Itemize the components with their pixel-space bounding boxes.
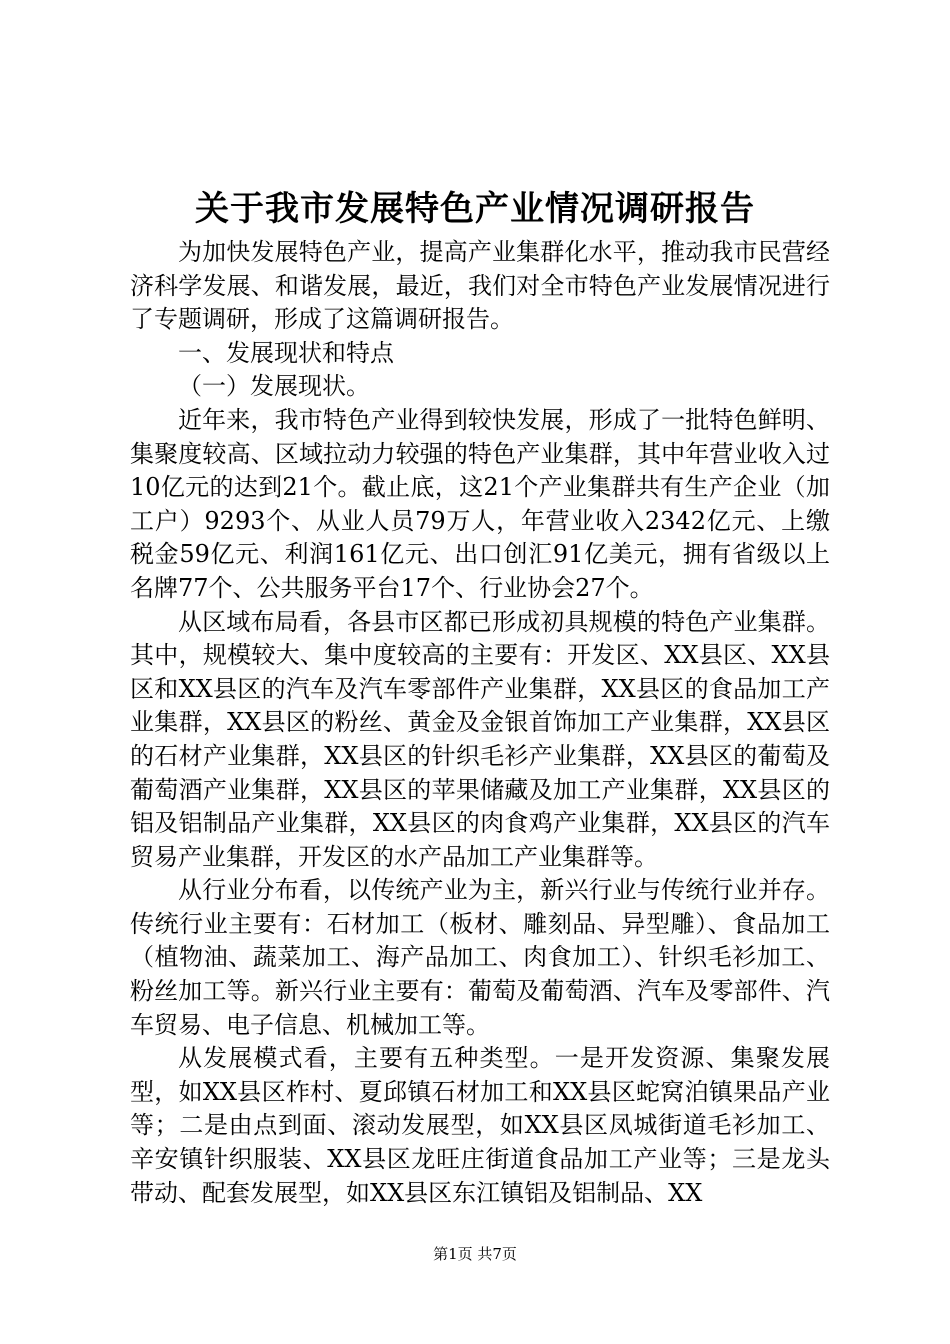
paragraph-industry-distribution: 从行业分布看，以传统产业为主，新兴行业与传统行业并存。传统行业主要有：石材加工（板材、雕刻品、异型雕）、食品加工（植物油、蔬菜加工、海产品加工、肉食加工）、针织毛衫加工、粉丝加工等。新兴行业主要有：葡萄及葡萄酒、汽车及零部件、汽车贸易、电子信息、机械加工等。 <box>130 876 830 1039</box>
document-body <box>130 236 830 1210</box>
document-title: 关于我市发展特色产业情况调研报告 <box>195 189 755 229</box>
section-heading: 一、发展现状和特点 <box>178 338 394 367</box>
paragraph-overview: 近年来，我市特色产业得到较快发展，形成了一批特色鲜明、集聚度较高、区域拉动力较强的特色产业集群，其中年营业收入过10亿元的达到21个。截止底，这21个产业集群共有生产企业（加工户）9293个、从业人员79万人，年营业收入2342亿元、上缴税金59亿元、利润161亿元、出口创汇91亿美元，拥有省级以上名牌77个、公共服务平台17个、行业协会27个。 <box>130 405 830 602</box>
paragraph-regional-layout: 从区域布局看，各县市区都已形成初具规模的特色产业集群。其中，规模较大、集中度较高的主要有：开发区、XX县区、XX县区和XX县区的汽车及汽车零部件产业集群，XX县区的食品加工产业集群，XX县区的粉丝、黄金及金银首饰加工产业集群，XX县区的石材产业集群，XX县区的针织毛衫产业集群，XX县区的葡萄及葡萄酒产业集群，XX县区的苹果储藏及加工产业集群，XX县区的铝及铝制品产业集群，XX县区的肉食鸡产业集群，XX县区的汽车贸易产业集群，开发区的水产品加工产业集群等。 <box>130 607 830 871</box>
paragraph-intro: 为加快发展特色产业，提高产业集群化水平，推动我市民营经济科学发展、和谐发展，最近，我们对全市特色产业发展情况进行了专题调研，形成了这篇调研报告。 <box>130 238 830 334</box>
subsection-heading: （一）发展现状。 <box>178 372 370 401</box>
page-footer: 第1页 共7页 <box>433 1245 517 1263</box>
paragraph-development-modes: 从发展模式看，主要有五种类型。一是开发资源、集聚发展型，如XX县区柞村、夏邱镇石材加工和XX县区蛇窝泊镇果品产业等；二是由点到面、滚动发展型，如XX县区凤城街道毛衫加工、辛安镇针织服装、XX县区龙旺庄街道食品加工产业等；三是龙头带动、配套发展型，如XX县区东江镇铝及铝制品、XX <box>130 1044 830 1207</box>
